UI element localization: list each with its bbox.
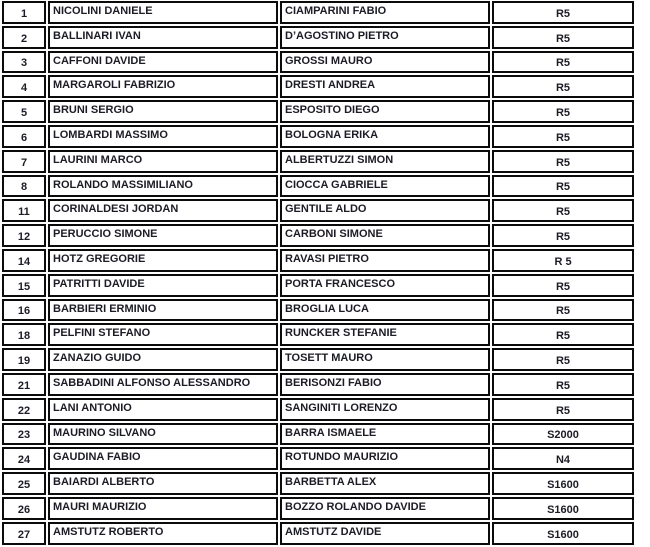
- codriver-name: GROSSI MAURO: [280, 51, 490, 74]
- entry-number: 2: [2, 26, 46, 49]
- driver-name: MARGAROLI FABRIZIO: [48, 75, 278, 98]
- table-row: [2, 348, 634, 371]
- class-label: S2000: [492, 423, 634, 446]
- class-label: R5: [492, 175, 634, 198]
- driver-name: MAURINO SILVANO: [48, 423, 278, 446]
- entry-number: 19: [2, 348, 46, 371]
- table-row: [2, 125, 634, 148]
- class-label: R5: [492, 398, 634, 421]
- entry-number: 15: [2, 274, 46, 297]
- codriver-name: ESPOSITO DIEGO: [280, 100, 490, 123]
- codriver-name: SANGINITI LORENZO: [280, 398, 490, 421]
- table-row: [2, 522, 634, 545]
- class-label: R 5: [492, 249, 634, 272]
- entry-number: 21: [2, 373, 46, 396]
- table-row: [2, 497, 634, 520]
- entry-number: 3: [2, 51, 46, 74]
- codriver-name: TOSETT MAURO: [280, 348, 490, 371]
- table-row: [2, 398, 634, 421]
- driver-name: LAURINI MARCO: [48, 150, 278, 173]
- codriver-name: BARRA ISMAELE: [280, 423, 490, 446]
- codriver-name: ROTUNDO MAURIZIO: [280, 447, 490, 470]
- codriver-name: BOLOGNA ERIKA: [280, 125, 490, 148]
- class-label: R5: [492, 51, 634, 74]
- driver-name: PATRITTI DAVIDE: [48, 274, 278, 297]
- codriver-name: GENTILE ALDO: [280, 199, 490, 222]
- class-label: R5: [492, 1, 634, 24]
- driver-name: AMSTUTZ ROBERTO: [48, 522, 278, 545]
- table-row: [2, 299, 634, 322]
- driver-name: PELFINI STEFANO: [48, 323, 278, 346]
- codriver-name: BERISONZI FABIO: [280, 373, 490, 396]
- class-label: R5: [492, 348, 634, 371]
- entry-number: 5: [2, 100, 46, 123]
- entry-number: 8: [2, 175, 46, 198]
- table-row: [2, 423, 634, 446]
- driver-name: PERUCCIO SIMONE: [48, 224, 278, 247]
- entry-number: 23: [2, 423, 46, 446]
- table-row: [2, 274, 634, 297]
- codriver-name: ALBERTUZZI SIMON: [280, 150, 490, 173]
- codriver-name: CIAMPARINI FABIO: [280, 1, 490, 24]
- class-label: R5: [492, 224, 634, 247]
- driver-name: NICOLINI DANIELE: [48, 1, 278, 24]
- entry-number: 6: [2, 125, 46, 148]
- entry-number: 4: [2, 75, 46, 98]
- class-label: R5: [492, 150, 634, 173]
- driver-name: LOMBARDI MASSIMO: [48, 125, 278, 148]
- driver-name: BRUNI SERGIO: [48, 100, 278, 123]
- entry-table-body: [2, 1, 634, 545]
- driver-name: BARBIERI ERMINIO: [48, 299, 278, 322]
- table-row: [2, 224, 634, 247]
- class-label: R5: [492, 373, 634, 396]
- table-row: [2, 175, 634, 198]
- entry-number: 16: [2, 299, 46, 322]
- codriver-name: RUNCKER STEFANIE: [280, 323, 490, 346]
- driver-name: ROLANDO MASSIMILIANO: [48, 175, 278, 198]
- table-row: [2, 447, 634, 470]
- table-row: [2, 199, 634, 222]
- class-label: S1600: [492, 522, 634, 545]
- codriver-name: D’AGOSTINO PIETRO: [280, 26, 490, 49]
- entry-number: 24: [2, 447, 46, 470]
- entry-number: 27: [2, 522, 46, 545]
- driver-name: HOTZ GREGORIE: [48, 249, 278, 272]
- codriver-name: CARBONI SIMONE: [280, 224, 490, 247]
- entry-number: 26: [2, 497, 46, 520]
- codriver-name: BROGLIA LUCA: [280, 299, 490, 322]
- class-label: R5: [492, 323, 634, 346]
- class-label: R5: [492, 75, 634, 98]
- driver-name: MAURI MAURIZIO: [48, 497, 278, 520]
- entry-number: 7: [2, 150, 46, 173]
- table-row: [2, 249, 634, 272]
- table-row: [2, 472, 634, 495]
- codriver-name: AMSTUTZ DAVIDE: [280, 522, 490, 545]
- table-row: [2, 373, 634, 396]
- driver-name: CORINALDESI JORDAN: [48, 199, 278, 222]
- class-label: S1600: [492, 497, 634, 520]
- codriver-name: RAVASI PIETRO: [280, 249, 490, 272]
- driver-name: GAUDINA FABIO: [48, 447, 278, 470]
- entry-number: 25: [2, 472, 46, 495]
- driver-name: BALLINARI IVAN: [48, 26, 278, 49]
- table-row: [2, 1, 634, 24]
- entry-number: 11: [2, 199, 46, 222]
- driver-name: BAIARDI ALBERTO: [48, 472, 278, 495]
- class-label: R5: [492, 299, 634, 322]
- codriver-name: BARBETTA ALEX: [280, 472, 490, 495]
- table-row: [2, 150, 634, 173]
- table-row: [2, 75, 634, 98]
- table-row: [2, 100, 634, 123]
- table-row: [2, 51, 634, 74]
- codriver-name: BOZZO ROLANDO DAVIDE: [280, 497, 490, 520]
- driver-name: ZANAZIO GUIDO: [48, 348, 278, 371]
- class-label: S1600: [492, 472, 634, 495]
- driver-name: CAFFONI DAVIDE: [48, 51, 278, 74]
- class-label: R5: [492, 199, 634, 222]
- entry-number: 22: [2, 398, 46, 421]
- class-label: R5: [492, 274, 634, 297]
- entry-number: 1: [2, 1, 46, 24]
- codriver-name: PORTA FRANCESCO: [280, 274, 490, 297]
- class-label: R5: [492, 100, 634, 123]
- table-row: [2, 26, 634, 49]
- table-row: [2, 323, 634, 346]
- driver-name: SABBADINI ALFONSO ALESSANDRO: [48, 373, 278, 396]
- class-label: N4: [492, 447, 634, 470]
- driver-name: LANI ANTONIO: [48, 398, 278, 421]
- class-label: R5: [492, 26, 634, 49]
- class-label: R5: [492, 125, 634, 148]
- entry-number: 18: [2, 323, 46, 346]
- entry-number: 12: [2, 224, 46, 247]
- codriver-name: CIOCCA GABRIELE: [280, 175, 490, 198]
- entry-number: 14: [2, 249, 46, 272]
- codriver-name: DRESTI ANDREA: [280, 75, 490, 98]
